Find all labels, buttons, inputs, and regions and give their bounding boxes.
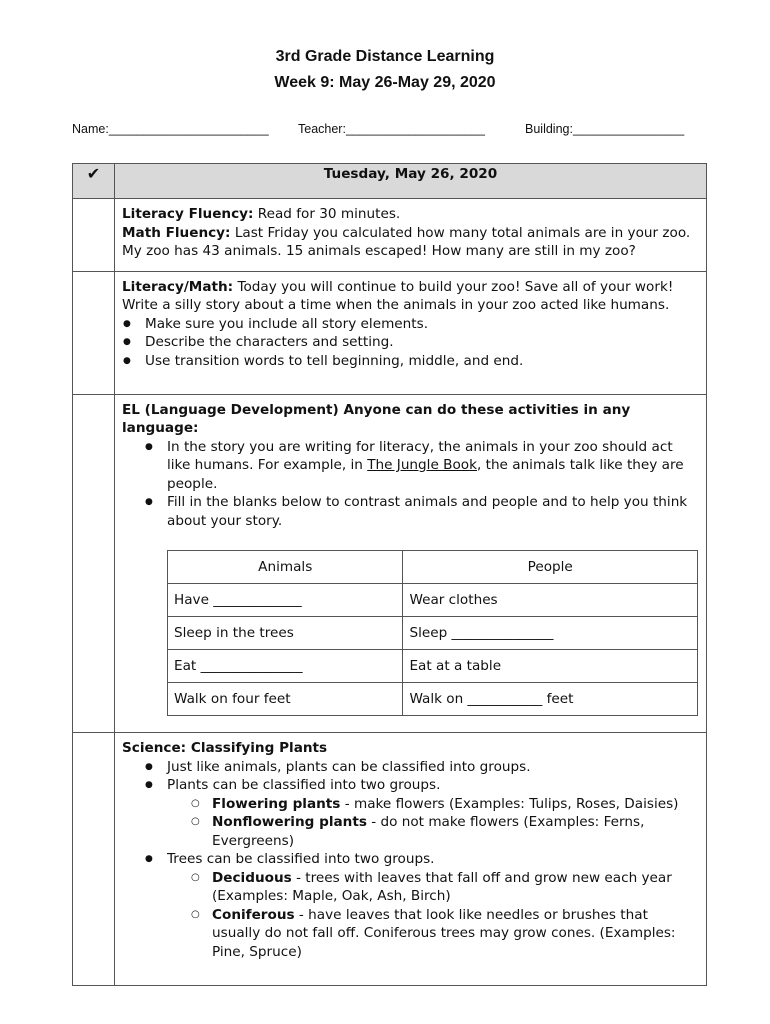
- name-field[interactable]: Name:_______________________: [72, 122, 269, 136]
- table-cell[interactable]: Walk on four feet: [168, 683, 403, 716]
- page-title: 3rd Grade Distance Learning: [275, 48, 495, 65]
- teacher-field[interactable]: Teacher:____________________: [298, 122, 485, 136]
- day-heading: Tuesday, May 26, 2020: [115, 164, 707, 199]
- fluency-row: [73, 199, 707, 272]
- table-row: [168, 617, 698, 650]
- table-row: [168, 650, 698, 683]
- list-item: ○ Deciduous - trees with leaves that fall off and grow new each year (Examples: Maple, Oak, Ash, Birch): [122, 869, 698, 906]
- list-item: ○ Nonflowering plants - do not make flowers (Examples: Ferns, Evergreens): [122, 813, 698, 850]
- completion-check-cell[interactable]: [73, 733, 115, 986]
- table-cell[interactable]: Wear clothes: [403, 584, 698, 617]
- tree-groups-list: [122, 869, 698, 962]
- table-cell[interactable]: Eat at a table: [403, 650, 698, 683]
- table-cell[interactable]: Eat _______________: [168, 650, 403, 683]
- table-row: [168, 584, 698, 617]
- literacy-math-row: [73, 271, 707, 394]
- schedule-table: [72, 163, 707, 986]
- animals-people-table: [167, 550, 698, 716]
- list-item: ● Describe the characters and setting.: [122, 333, 698, 352]
- literacy-math-list: [122, 315, 698, 371]
- list-item: ● Plants can be classified into two groups.: [122, 776, 698, 795]
- math-fluency: Math Fluency: Last Friday you calculated how many total animals are in your zoo. My zoo has 43 animals. 15 animals escaped! How many are still in my zoo?: [122, 224, 691, 259]
- table-cell[interactable]: Have _____________: [168, 584, 403, 617]
- table-cell[interactable]: Walk on ___________ feet: [403, 683, 698, 716]
- list-item: ○ Coniferous - have leaves that look like needles or brushes that usually do not fall off. Coniferous trees may grow cones. (Examples: Pine, Spruce): [122, 906, 698, 962]
- list-item: ● Trees can be classified into two groups.: [122, 850, 698, 869]
- plant-groups-list: [122, 795, 698, 851]
- book-title: The Jungle Book: [367, 457, 477, 473]
- table-cell[interactable]: Sleep in the trees: [168, 617, 403, 650]
- list-item: ● Make sure you include all story elements.: [122, 315, 698, 334]
- column-header-animals: Animals: [168, 551, 403, 584]
- list-item: ● Use transition words to tell beginning, middle, and end.: [122, 352, 698, 371]
- completion-check-cell[interactable]: [73, 199, 115, 272]
- column-header-people: People: [403, 551, 698, 584]
- list-item: ● In the story you are writing for literacy, the animals in your zoo should act like humans. For example, in The Jungle Book, the animals talk like they are people.: [122, 438, 698, 494]
- literacy-fluency: Literacy Fluency: Read for 30 minutes.: [122, 206, 401, 222]
- checkmark-icon: ✔: [73, 164, 115, 199]
- science-list: [122, 758, 698, 795]
- list-item: ● Just like animals, plants can be classified into groups.: [122, 758, 698, 777]
- schedule-header-row: [73, 164, 707, 199]
- el-row: [73, 394, 707, 733]
- science-list-2: [122, 850, 698, 869]
- list-item: ● Fill in the blanks below to contrast animals and people and to help you think about your story.: [122, 493, 698, 530]
- table-row: [168, 683, 698, 716]
- literacy-math-intro: Literacy/Math: Today you will continue to build your zoo! Save all of your work! Write a silly story about a time when the animals in your zoo acted like humans.: [122, 278, 674, 313]
- el-heading: EL (Language Development) Anyone can do these activities in any language:: [122, 401, 631, 436]
- table-header-row: [168, 551, 698, 584]
- completion-check-cell[interactable]: [73, 394, 115, 733]
- science-row: [73, 733, 707, 986]
- list-item: ○ Flowering plants - make flowers (Examples: Tulips, Roses, Daisies): [122, 795, 698, 814]
- table-cell[interactable]: Sleep _______________: [403, 617, 698, 650]
- completion-check-cell[interactable]: [73, 271, 115, 394]
- page-subtitle: Week 9: May 26-May 29, 2020: [274, 74, 496, 91]
- science-heading: Science: Classifying Plants: [122, 740, 328, 756]
- el-list: [122, 438, 698, 531]
- building-field[interactable]: Building:________________: [525, 122, 685, 136]
